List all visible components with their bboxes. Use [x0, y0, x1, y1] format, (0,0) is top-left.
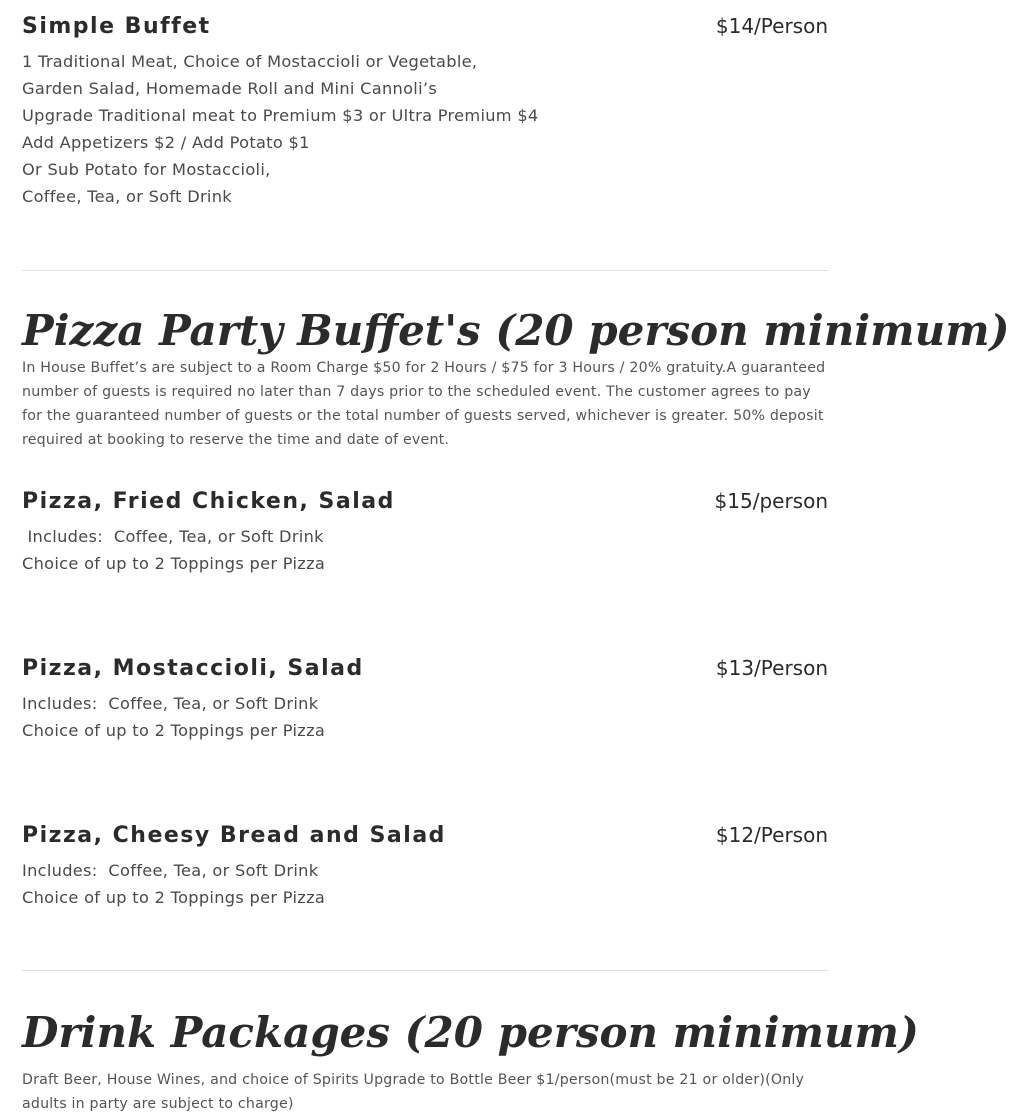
item-price: $13/Person	[715, 656, 828, 680]
menu-item-pizza-cheesy-bread	[22, 823, 828, 911]
item-line: Includes: Coffee, Tea, or Soft Drink	[22, 694, 319, 714]
section-note-pizza-party: In House Buffet’s are subject to a Room Charge $50 for 2 Hours / $75 for 3 Hours / 20% gratuity.A guaranteed number of guests is required no later than 7 days prior to the scheduled event. The customer agrees to pay for the guaranteed number of guests or the total number of guests served, whichever is greater. 50% deposit required at booking to reserve the time and date of event.	[22, 360, 826, 448]
item-description	[22, 523, 828, 577]
item-title: Pizza, Mostaccioli, Salad	[22, 656, 364, 681]
item-line: Upgrade Traditional meat to Premium $3 or Ultra Premium $4	[22, 106, 539, 126]
section-title-pizza-party: Pizza Party Buffet's (20 person minimum)	[22, 306, 1009, 355]
item-title: Pizza, Cheesy Bread and Salad	[22, 823, 446, 848]
item-line: Includes: Coffee, Tea, or Soft Drink	[22, 527, 324, 547]
item-line: Choice of up to 2 Toppings per Pizza	[22, 888, 326, 908]
section-note-drink-packages: Draft Beer, House Wines, and choice of Spirits Upgrade to Bottle Beer $1/person(must be 21 or older)(Only adults in party are subject to charge)	[22, 1072, 805, 1112]
item-description	[22, 857, 828, 911]
item-line: Or Sub Potato for Mostaccioli,	[22, 160, 271, 180]
item-title: Pizza, Fried Chicken, Salad	[22, 489, 395, 514]
item-line: Choice of up to 2 Toppings per Pizza	[22, 721, 326, 741]
menu-item-pizza-mostaccioli	[22, 656, 828, 744]
section-divider	[22, 270, 828, 271]
item-line: Choice of up to 2 Toppings per Pizza	[22, 554, 326, 574]
menu-item-simple-buffet	[22, 14, 828, 210]
item-line: Coffee, Tea, or Soft Drink	[22, 187, 232, 207]
section-divider	[22, 970, 828, 971]
item-price: $15/person	[714, 489, 828, 513]
section-title-drink-packages: Drink Packages (20 person minimum)	[22, 1008, 919, 1057]
item-price: $14/Person	[715, 14, 828, 38]
item-line: 1 Traditional Meat, Choice of Mostaccioli or Vegetable,	[22, 52, 478, 72]
item-description	[22, 48, 828, 210]
item-line: Add Appetizers $2 / Add Potato $1	[22, 133, 310, 153]
item-price: $12/Person	[715, 823, 828, 847]
item-line: Garden Salad, Homemade Roll and Mini Cannoli’s	[22, 79, 438, 99]
item-description	[22, 690, 828, 744]
item-line: Includes: Coffee, Tea, or Soft Drink	[22, 861, 319, 881]
item-title: Simple Buffet	[22, 14, 211, 39]
menu-item-pizza-fried-chicken	[22, 489, 828, 577]
